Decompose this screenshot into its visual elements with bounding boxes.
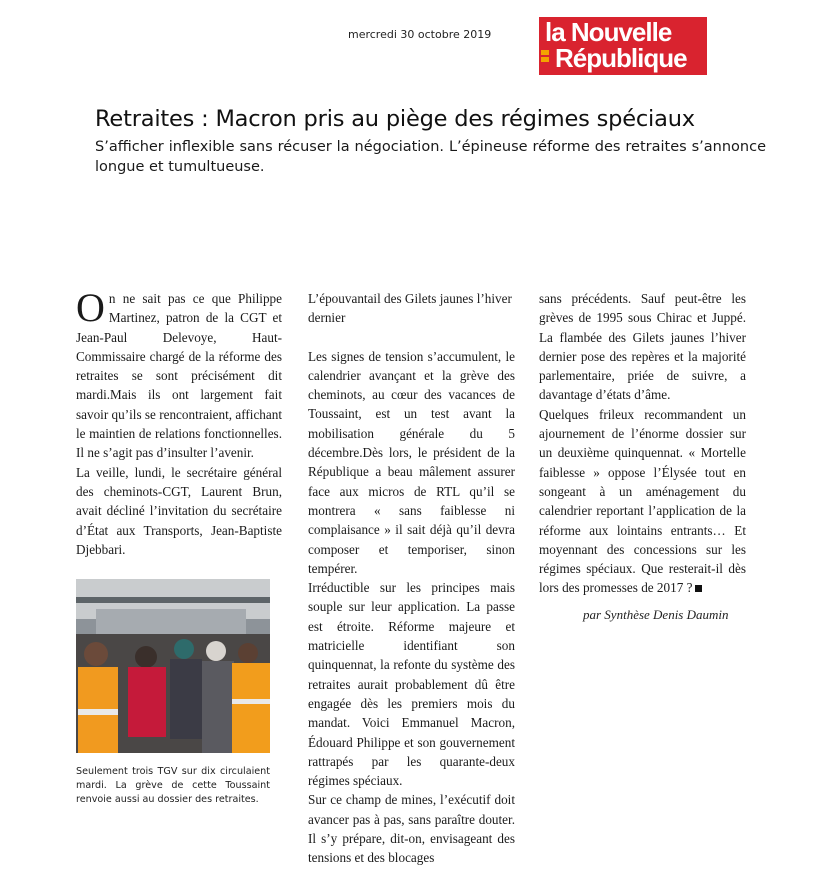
station-crowd-image [76, 579, 270, 753]
paragraph: Les signes de tension s’accumulent, le calendrier avançant et la grève des cheminots, au cœur des vacances de Toussaint, est un test avant la mobilisation générale du 5 décembre.Dès lors, le président de la République a beau mâlement assurer face aux micros de RTL qu’il se montrera « sans faiblesse ni complaisance » il sait déjà qu’il devra composer et temporiser, sinon tempérer. [308, 348, 515, 576]
paragraph: Irréductible sur les principes mais souple sur leur application. La passe est étroite. Réforme majeure et matricielle identifiant son quinquennat, la refonte du système des retraites aurait probablement dû être engagée dès les premiers mois du mandat. Voici Emmanuel Macron, Édouard Philippe et son gouvernement rattrapés par les quarante-deux régimes spéciaux. [308, 580, 515, 789]
section-heading: L’épouvantail des Gilets jaunes l’hiver dernier [308, 291, 512, 326]
paragraph: La veille, lundi, le secrétaire général des cheminots-CGT, Laurent Brun, avait décliné l’invitation du secrétaire d’État aux Transports, Jean-Baptiste Djebbari. [76, 464, 282, 557]
paragraph-text: Quelques frileux recommandent un ajournement de l’énorme dossier sur un deuxième quinquennat. « Mortelle faiblesse » oppose l’Élysée tout en songeant à un aménagement du calendrier reportant l’application de la réforme aux lointains entrants… Et moyennant des concessions sur les régimes spéciaux. Que resterait-il dès lors des promesses de 2017 ? [539, 406, 746, 596]
paragraph: Sur ce champ de mines, l’exécutif doit avancer pas à pas, sans paraître douter. Il s’y prépare, dit-on, envisageant des tensions et des blocages [308, 792, 515, 866]
byline: par Synthèse Denis Daumin [583, 607, 729, 622]
end-mark-icon [695, 585, 702, 592]
photo-caption: Seulement trois TGV sur dix circulaient mardi. La grève de cette Toussaint renvoie aussi au dossier des retraites. [76, 766, 270, 805]
article-subtitle: S’afficher inflexible sans récuser la négociation. L’épineuse réforme des retraites s’annonce longue et tumultueuse. [95, 139, 766, 175]
paragraph [539, 405, 746, 598]
article-column-3 [539, 289, 746, 598]
paragraph-text: n ne sait pas ce que Philippe Martinez, patron de la CGT et Jean-Paul Delevoye, Haut-Commissaire chargé de la réforme des retraites se sont précisément dit mardi.Mais ils ont largement fait savoir qu’ils se rencontraient, affichant le maintien de relations fonctionnelles. Il ne s’agit pas d’insulter l’avenir. [76, 291, 282, 461]
article-column-1 [76, 285, 282, 559]
article-title: Retraites : Macron pris au piège des régimes spéciaux [95, 106, 695, 132]
logo-mark-icon [541, 50, 551, 70]
publication-date: mercredi 30 octobre 2019 [348, 28, 492, 41]
article-column-2 [308, 289, 515, 868]
paragraph [76, 285, 282, 463]
logo-line-2: République [555, 43, 687, 73]
logo-line-1: la Nouvelle [545, 17, 672, 47]
paragraph: sans précédents. Sauf peut-être les grèves de 1995 sous Chirac et Juppé. La flambée des Gilets jaunes l’hiver dernier pose des repères et la majorité parlementaire, priée de suivre, a davantage d’états d’âme. [539, 291, 746, 403]
newspaper-logo [539, 17, 707, 75]
drop-cap: O [76, 285, 105, 330]
article-photo [76, 579, 270, 753]
